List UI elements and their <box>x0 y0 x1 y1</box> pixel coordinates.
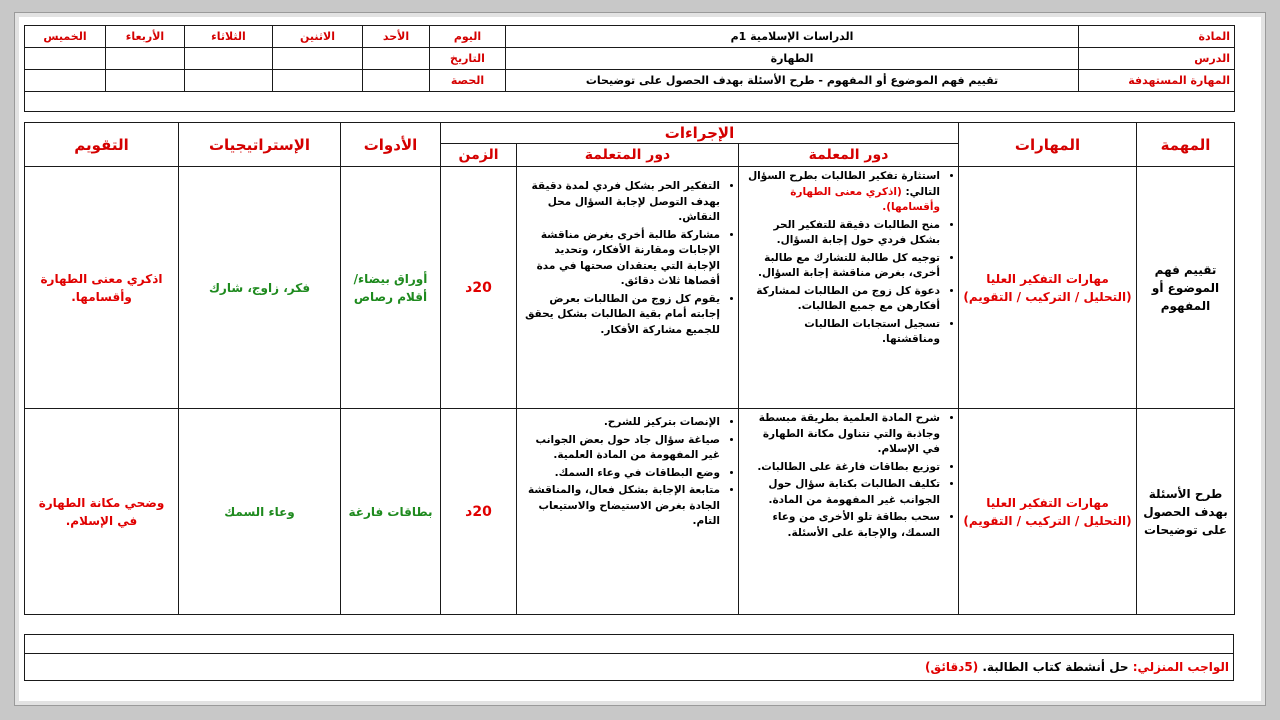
list-item: • يقوم كل زوج من الطالبات بعرض إجابته أمام بقية الطالبات بشكل يحقق للجميع مشاركة الأفكار. <box>521 292 720 339</box>
list-item: • سحب بطاقة تلو الأخرى من وعاء السمك، والإجابة على الأسئلة. <box>743 510 940 541</box>
day-wednesday: الأربعاء <box>106 26 185 48</box>
skill-value: تقييم فهم الموضوع أو المفهوم - طرح الأسئلة بهدف الحصول على توضيحات <box>506 70 1079 92</box>
day-sunday: الأحد <box>363 26 430 48</box>
student-role-cell <box>517 409 739 615</box>
list-item: • صياغة سؤال جاد حول بعض الجوانب غير المفهومة من المادة العلمية. <box>521 433 720 464</box>
list-item: • مشاركة طالبة أخرى بغرض مناقشة الإجابات ومقارنة الأفكار، وتحديد الإجابة التي يعتقدان صحتها في مدة أقصاها ثلاث دقائق. <box>521 228 720 290</box>
col-procedures: الإجراءات <box>441 123 959 144</box>
tools-cell: أوراق بيضاء/ أقلام رصاص <box>341 167 441 409</box>
task-cell: طرح الأسئلة بهدف الحصول على توضيحات <box>1137 409 1235 615</box>
list-item: • منح الطالبات دقيقة للتفكير الحر بشكل فردي حول إجابة السؤال. <box>743 218 940 249</box>
list-item: • دعوة كل زوج من الطالبات لمشاركة أفكارهن مع جميع الطالبات. <box>743 284 940 315</box>
list-item: • وضع البطاقات في وعاء السمك. <box>521 466 720 482</box>
list-item: • التفكير الحر بشكل فردي لمدة دقيقة بهدف التوصل لإجابة السؤال محل النقاش. <box>521 179 720 226</box>
time-cell: 20د <box>441 409 517 615</box>
col-strategies: الإستراتيجيات <box>179 123 341 167</box>
evaluation-cell: وضحي مكانة الطهارة في الإسلام. <box>25 409 179 615</box>
teacher-role-cell <box>739 409 959 615</box>
col-teacher-role: دور المعلمة <box>739 144 959 167</box>
student-role-cell <box>517 167 739 409</box>
homework-text: حل أنشطة كتاب الطالبة. <box>978 660 1129 674</box>
strategies-cell: وعاء السمك <box>179 409 341 615</box>
period-cell <box>363 70 430 92</box>
col-tools: الأدوات <box>341 123 441 167</box>
list-item: • تسجيل استجابات الطالبات ومناقشتها. <box>743 317 940 348</box>
list-item: • شرح المادة العلمية بطريقة مبسطة وجاذبة والتي تتناول مكانة الطهارة في الإسلام. <box>743 411 940 458</box>
spacer-row <box>25 92 1235 112</box>
strategies-cell: فكر، زاوج، شارك <box>179 167 341 409</box>
question-highlight: (اذكري معنى الطهارة وأقسامها). <box>790 185 941 213</box>
subject-label: المادة <box>1079 26 1235 48</box>
skills-cell: مهارات التفكير العليا (التحليل / التركيب / التقويم) <box>959 409 1137 615</box>
footer-table <box>24 634 1234 681</box>
homework-duration: (5دقائق) <box>925 660 979 674</box>
col-student-role: دور المتعلمة <box>517 144 739 167</box>
day-thursday: الخميس <box>25 26 106 48</box>
day-tuesday: الثلاثاء <box>185 26 273 48</box>
list-item: • توجيه كل طالبة للتشارك مع طالبة أخرى، بغرض مناقشة إجابة السؤال. <box>743 251 940 282</box>
subject-value: الدراسات الإسلامية 1م <box>506 26 1079 48</box>
list-item: • الإنصات بتركيز للشرح. <box>521 415 720 431</box>
date-cell <box>363 48 430 70</box>
col-task: المهمة <box>1137 123 1235 167</box>
col-skills: المهارات <box>959 123 1137 167</box>
procedures-table <box>24 122 1235 615</box>
col-time: الزمن <box>441 144 517 167</box>
footer-spacer <box>25 635 1234 654</box>
skill-label: المهارة المستهدفة <box>1079 70 1235 92</box>
col-evaluation: التقويم <box>25 123 179 167</box>
period-label: الحصة <box>430 70 506 92</box>
date-label: التاريخ <box>430 48 506 70</box>
list-item: • استثارة تفكير الطالبات بطرح السؤال التالي: (اذكري معنى الطهارة وأقسامها). <box>743 169 940 216</box>
header-table <box>24 25 1235 112</box>
day-label: اليوم <box>430 26 506 48</box>
day-monday: الاثنين <box>273 26 363 48</box>
task-cell: تقييم فهم الموضوع أو المفهوم <box>1137 167 1235 409</box>
table-row <box>25 409 1235 615</box>
homework-row <box>25 654 1234 681</box>
lesson-label: الدرس <box>1079 48 1235 70</box>
time-cell: 20د <box>441 167 517 409</box>
list-item: • تكليف الطالبات بكتابة سؤال حول الجوانب غير المفهومة من المادة. <box>743 477 940 508</box>
lesson-plan <box>16 14 1242 700</box>
lesson-value: الطهارة <box>506 48 1079 70</box>
homework-label: الواجب المنزلي: <box>1128 660 1229 674</box>
tools-cell: بطاقات فارغة <box>341 409 441 615</box>
list-item: • توزيع بطاقات فارغة على الطالبات. <box>743 460 940 476</box>
teacher-role-cell <box>739 167 959 409</box>
table-row <box>25 167 1235 409</box>
list-item: • متابعة الإجابة بشكل فعال، والمناقشة الجادة بغرض الاستيضاح والاستيعاب التام. <box>521 483 720 530</box>
evaluation-cell: اذكري معنى الطهارة وأقسامها. <box>25 167 179 409</box>
skills-cell: مهارات التفكير العليا (التحليل / التركيب / التقويم) <box>959 167 1137 409</box>
